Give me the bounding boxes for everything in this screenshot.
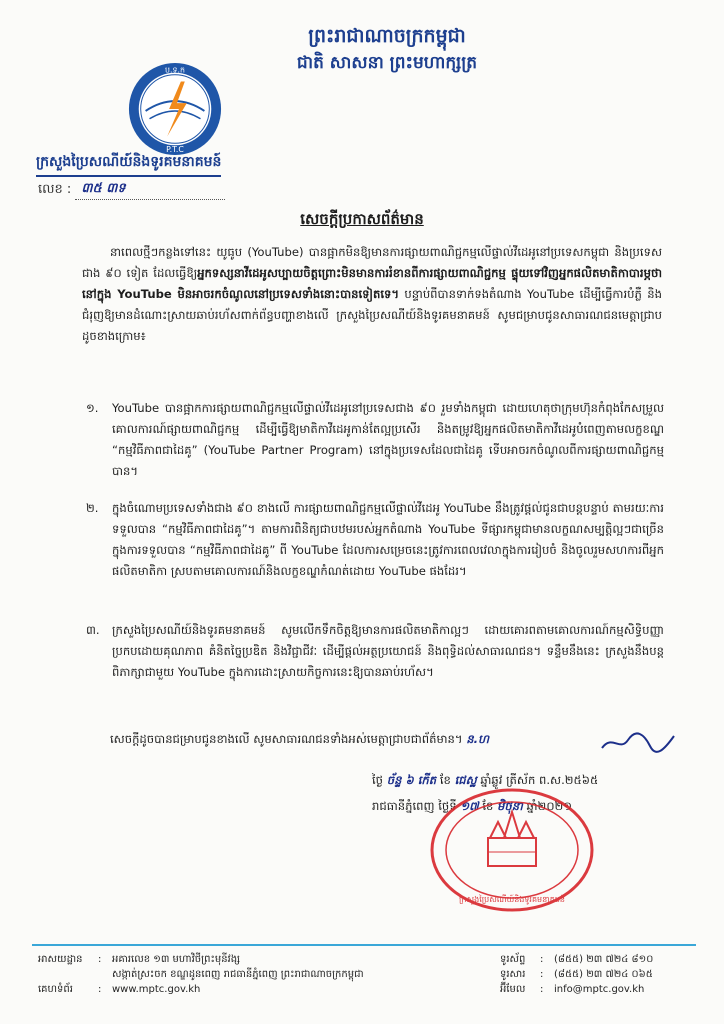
intro-text-2: បន្ទាប់ពីបានទាក់ទងតំណាង YouTube ដើម្បីធ្វើការបំភ្លឺ និងជំរុញឱ្យមានដំណោះស្រាយឆាប់រហ័សពាក់ព័ន្ធបញ្ហាខាងលើ ក្រសួងប្រៃសណីយ៍និងទូរគមនាគមន៍ សូមជម្រាបជូនសាធារណជនមេត្តាជ្រាបដូចខាងក្រោម៖ [82,287,662,343]
intro-paragraph [82,242,662,347]
email-link[interactable]: info@mptc.gov.kh [554,984,645,995]
date-text: ឆ្នាំ២០២១ [526,799,573,813]
fax-label: ទូរសារ [500,969,526,980]
kingdom-motto [262,22,512,76]
intro-text-1: នាពេលថ្មីៗកន្លងទៅនេះ យូធូប (YouTube) បានផ្អាកមិនឱ្យមានការផ្សាយពាណិជ្ជកម្មលើផ្ទាល់វីដេអូនៅប្រទេសកម្ពុជា និងប្រទេសជាង ៩០ ទៀត ដែលធ្វើឱ្យ [82,245,662,280]
date-text: ខែ [482,799,494,813]
logo-text-bottom: P.T.C [166,145,184,155]
website-label: គេហទំព័រ [38,984,73,995]
phone-number: (៨៥៥) ២៣ ៧២៤ ៨១០ [554,954,654,965]
item-text: YouTube បានផ្អាកការផ្សាយពាណិជ្ជកម្មលើផ្ទាល់វីដេអូនៅប្រទេសជាង ៩០ រួមទាំងកម្ពុជា ដោយហេតុថាក្រុមហ៊ុនកំពុងកែសម្រួលគោលការណ៍ផ្សាយពាណិជ្ជកម្ម ដើម្បីធ្វើឱ្យមាតិកាវីដេអូកាន់តែល្អប្រសើរ និងតម្រូវឱ្យអ្នកផលិតមាតិកាវីដេអូបំពេញតាមលក្ខខណ្ឌ “កម្មវិធីភាពជាដៃគូ” (YouTube Partner Program) នៅក្នុងប្រទេសដែលជាដៃគូ ទើបអាចរកចំណូលពីការផ្សាយពាណិជ្ជកម្មបាន។ [112,401,664,478]
address-line-1: អគារលេខ ១៣ មហាវិថីព្រះមុនីវង្ស [112,954,241,965]
list-item [86,620,664,683]
date-text: រាជធានីភ្នំពេញ ថ្ងៃទី [372,799,457,813]
footer-divider [32,944,696,946]
address-line-2: សង្កាត់ស្រះចក ខណ្ឌដូនពេញ រាជធានីភ្នំពេញ ព្រះរាជាណាចក្រកម្ពុជា [112,969,364,980]
logo-text-top: ប.ទ.ក [165,65,185,75]
fax-number: (៨៥៥) ២៣ ៧២៤ ០៦៥ [554,969,653,980]
handwritten-initials: ន.ហ [466,732,490,746]
intro-bold: អ្នកទស្សនាវីដេអូសប្បាយចិត្តព្រោះមិនមានការរំខានពីការផ្សាយពាណិជ្ជកម្ម ផ្ទុយទៅវិញអ្នកផលិតមាតិកាបារម្ភថានៅក្នុង YouTube មិនអាចរកចំណូលនៅប្រទេសទាំងនោះបានទៀតទេ។ [82,266,662,301]
signature [598,730,678,754]
ministry-name: ក្រសួងប្រៃសណីយ៍និងទូរគមនាគមន៍ [36,152,221,177]
seal-text: ក្រសួងប្រៃសណីយ៍និងទូរគមនាគមន៍ [459,895,565,904]
date-handwritten: មិថុនា [497,799,523,813]
item-number: ១. [86,401,99,415]
item-text: ក្រសួងប្រៃសណីយ៍និងទូរគមនាគមន៍ សូមលើកទឹកចិត្តឱ្យមានការផលិតមាតិកាល្អៗ ដោយគោរពតាមគោលការណ៍កម្មសិទ្ធិបញ្ញា ប្រកបដោយគុណភាព គំនិតច្នៃប្រឌិត និងវិជ្ជាជីវៈ ដើម្បីផ្តល់អត្ថប្រយោជន៍ និងពុទ្ធិដល់សាធារណជន។ ទន្ទឹមនឹងនេះ ក្រសួងនឹងបន្តពិភាក្សាជាមួយ YouTube ក្នុងការដោះស្រាយកិច្ចការនេះឱ្យបានឆាប់រហ័ស។ [112,623,664,679]
item-number: ២. [86,501,99,515]
date-handwritten: ជេស្ឋ [454,773,477,787]
address-label: អាសយដ្ឋាន [38,954,83,965]
date-text: ថ្ងៃ [372,773,384,787]
item-number: ៣. [86,623,100,637]
closing-text: សេចក្តីដូចបានជម្រាបជូនខាងលើ សូមសាធារណជនទាំងអស់មេត្តាជ្រាបជាព័ត៌មាន។ [110,732,463,746]
date-handwritten: ១៧ [460,799,479,813]
date-text: ខែ [439,773,451,787]
closing-paragraph [110,732,489,749]
item-text: ក្នុងចំណោមប្រទេសទាំងជាង ៩០ ខាងលើ ការផ្សាយពាណិជ្ជកម្មលើផ្ទាល់វីដេអូ YouTube នឹងត្រូវផ្តល់ជូនជាបន្តបន្ទាប់ តាមរយៈការទទួលបាន “កម្មវិធីភាពជាដៃគូ”។ តាមការពិនិត្យជាបឋមរបស់អ្នកតំណាង YouTube ទីផ្សារកម្ពុជាមានលក្ខណសម្បត្តិល្អៗជាច្រើន ក្នុងការទទួលបាន “កម្មវិធីភាពជាដៃគូ” ពី YouTube ដែលការសម្រេចនេះត្រូវការពេលវេលាក្នុងការរៀបចំ និងចូលរួមសហការពីអ្នកផលិតមាតិកា ស្របតាមគោលការណ៍និងលក្ខខណ្ឌកំណត់ដោយ YouTube ផងដែរ។ [112,501,664,578]
list-item [86,498,664,582]
ref-number: ៣៥ ៣ទ [81,181,126,196]
email-label: អ៊ីមែល [500,984,526,995]
phone-label: ទូរស័ព្ទ [500,954,526,965]
reference-number [38,180,225,200]
date-handwritten: ច័ន្ទ ៦ កើត [386,773,437,787]
ministry-logo [126,60,224,158]
footer-contact-left: អាសយដ្ឋាន : អគារលេខ ១៣ មហាវិថីព្រះមុនីវង្ស សង្កាត់ស្រះចក ខណ្ឌដូនពេញ រាជធានីភ្នំពេញ ព្រះរាជាណាចក្រកម្ពុជា គេហទំព័រ : www.mptc.gov.kh [38,954,364,995]
footer-contact-right: ទូរស័ព្ទ : (៨៥៥) ២៣ ៧២៤ ៨១០ ទូរសារ : (៨៥៥) ២៣ ៧២៤ ០៦៥ អ៊ីមែល : info@mptc.gov.kh [500,954,654,995]
date-text: ឆ្នាំឆ្លូវ ត្រីស័ក ព.ស.២៥៦៥ [480,773,599,787]
document-title: សេចក្តីប្រកាសព័ត៌មាន [300,210,424,228]
kingdom-line-1: ព្រះរាជាណាចក្រកម្ពុជា [308,25,466,47]
list-item [86,398,664,482]
official-seal [428,786,596,914]
website-link[interactable]: www.mptc.gov.kh [112,984,201,995]
kingdom-line-2: ជាតិ សាសនា ព្រះមហាក្សត្រ [296,53,478,73]
ref-label: លេខ : [38,182,72,197]
